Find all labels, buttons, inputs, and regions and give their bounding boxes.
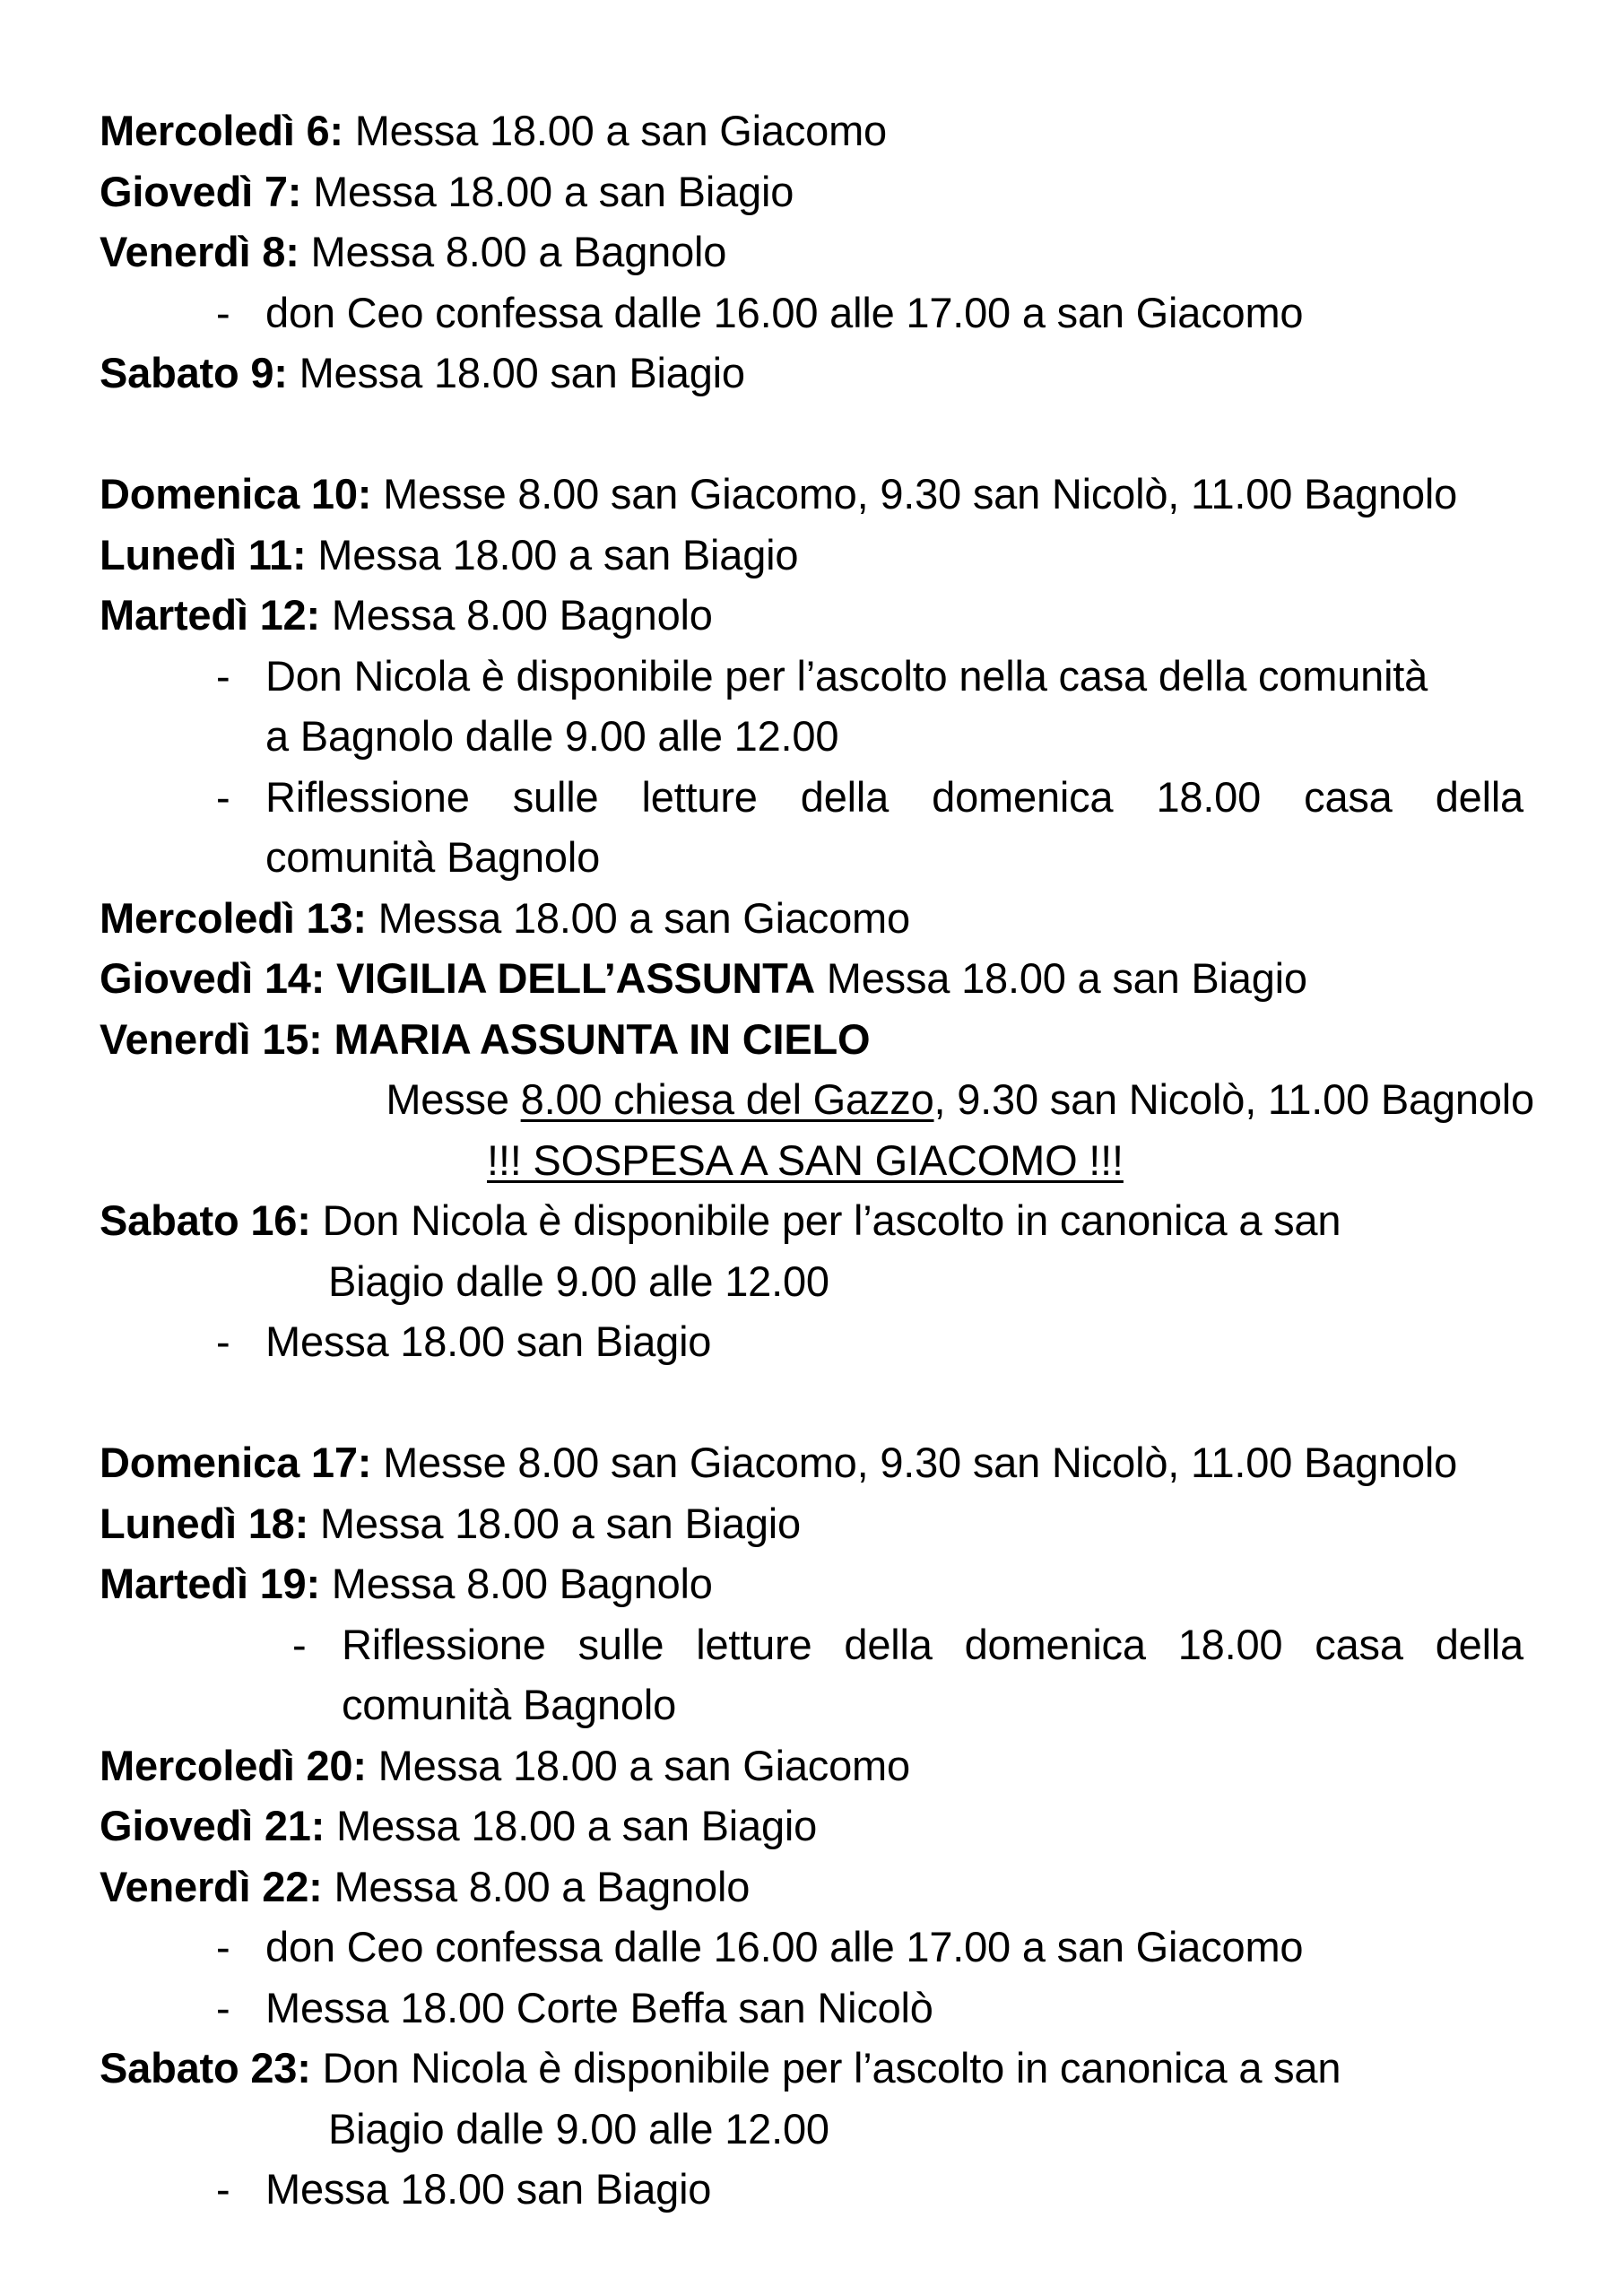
- entry-text: Messe 8.00 san Giacomo, 9.30 san Nicolò, 11.00 Bagnolo: [371, 470, 1458, 517]
- entry-venerdi-15: [100, 1009, 1534, 1070]
- bullet-continuation: a Bagnolo dalle 9.00 alle 12.00: [265, 712, 839, 760]
- bullet-text: Riflessione sulle letture della domenica 18.00 casa della: [265, 772, 1523, 821]
- feast-title: VIGILIA DELL’ASSUNTA: [325, 954, 815, 1002]
- bullet-item: [100, 283, 1534, 344]
- entry-domenica-17: [100, 1432, 1534, 1493]
- day-label: Mercoledì 6:: [100, 107, 343, 154]
- entry-continuation: Biagio dalle 9.00 alle 12.00: [328, 2104, 829, 2152]
- entry-text: Messa 18.00 a san Biagio: [301, 167, 794, 215]
- bullet-item: [100, 1978, 1534, 2039]
- bullet-text: don Ceo confessa dalle 16.00 alle 17.00 a san Giacomo: [265, 1923, 1304, 1970]
- entry-martedi-12: [100, 585, 1534, 646]
- bullet-dash: -: [216, 1318, 230, 1365]
- day-label: Mercoledì 13:: [100, 893, 367, 942]
- day-label: Sabato 16:: [100, 1196, 311, 1244]
- blank-line: [100, 404, 1534, 465]
- day-label: Martedì 19:: [100, 1560, 320, 1607]
- entry-venerdi-22: [100, 1857, 1534, 1918]
- day-label: Domenica 17:: [100, 1439, 372, 1486]
- entry-text: Messa 8.00 Bagnolo: [319, 1560, 713, 1607]
- blank-line: [100, 1372, 1534, 1433]
- bullet-dash: -: [216, 288, 230, 336]
- entry-text: Messa 18.00 a san Biagio: [814, 954, 1307, 1002]
- bullet-dash: -: [216, 651, 230, 700]
- entry-domenica-10: [100, 464, 1534, 525]
- masses-prefix: Messe: [386, 1075, 521, 1123]
- day-label: Lunedì 18:: [100, 1499, 309, 1547]
- feast-title: MARIA ASSUNTA IN CIELO: [322, 1014, 871, 1063]
- entry-giovedi-7: [100, 161, 1534, 222]
- schedule-document: [100, 100, 1534, 2220]
- bullet-text: Messa 18.00 san Biagio: [265, 2165, 712, 2213]
- notice-text: !!! SOSPESA A SAN GIACOMO !!!: [487, 1135, 1124, 1184]
- entry-text: Messa 18.00 a san Giacomo: [366, 893, 910, 942]
- entry-text: Messa 8.00 a Bagnolo: [299, 228, 727, 275]
- entry-lunedi-18: [100, 1493, 1534, 1554]
- entry-giovedi-21: [100, 1796, 1534, 1857]
- bullet-continuation: comunità Bagnolo: [265, 833, 601, 881]
- entry-giovedi-14: [100, 948, 1534, 1009]
- entry-text: Messa 8.00 a Bagnolo: [322, 1862, 751, 1910]
- entry-mercoledi-20: [100, 1735, 1534, 1796]
- entry-lunedi-11: [100, 525, 1534, 586]
- bullet-dash: -: [216, 1923, 230, 1970]
- feast-masses-line: [100, 1069, 1534, 1130]
- entry-text: Messa 18.00 a san Biagio: [308, 1499, 801, 1547]
- entry-text: Messa 18.00 san Biagio: [287, 349, 745, 396]
- bullet-dash: -: [216, 2165, 230, 2213]
- day-label: Sabato 23:: [100, 2044, 311, 2092]
- bullet-continuation: comunità Bagnolo: [342, 1681, 677, 1728]
- day-label: Giovedì 21:: [100, 1802, 325, 1849]
- day-label: Domenica 10:: [100, 470, 372, 517]
- entry-martedi-19: [100, 1553, 1534, 1614]
- bullet-text: Messa 18.00 Corte Beffa san Nicolò: [265, 1983, 933, 2031]
- bullet-item: [100, 2159, 1534, 2220]
- day-label: Venerdì 15:: [100, 1014, 323, 1063]
- entry-text: Don Nicola è disponibile per l’ascolto in canonica a san: [310, 1196, 1341, 1244]
- entry-text: Don Nicola è disponibile per l’ascolto in canonica a san: [310, 2044, 1341, 2092]
- bullet-item: [100, 1614, 1534, 1675]
- entry-text: Messa 18.00 a san Giacomo: [366, 1741, 910, 1789]
- bullet-text: Messa 18.00 san Biagio: [265, 1318, 712, 1365]
- gazzo-mass-underlined: 8.00 chiesa del Gazzo: [520, 1075, 934, 1123]
- entry-sabato-23: [100, 2038, 1534, 2099]
- bullet-dash: -: [216, 1983, 230, 2031]
- bullet-dash: -: [216, 772, 230, 821]
- bullet-item: [100, 1917, 1534, 1978]
- day-label: Venerdì 8:: [100, 228, 299, 275]
- bullet-item: [100, 767, 1534, 828]
- bullet-item: [100, 646, 1534, 707]
- day-label: Sabato 9:: [100, 349, 288, 396]
- day-label: Mercoledì 20:: [100, 1741, 367, 1789]
- bullet-text: don Ceo confessa dalle 16.00 alle 17.00 a san Giacomo: [265, 288, 1304, 336]
- bullet-dash: -: [292, 1620, 307, 1668]
- entry-venerdi-8: [100, 222, 1534, 283]
- suspension-notice: [100, 1130, 1534, 1191]
- bullet-item: [100, 1311, 1534, 1372]
- entry-text: Messa 8.00 Bagnolo: [319, 591, 713, 639]
- entry-sabato-16: [100, 1190, 1534, 1251]
- entry-text: Messa 18.00 a san Giacomo: [343, 107, 887, 154]
- entry-mercoledi-13: [100, 888, 1534, 949]
- entry-mercoledi-6: [100, 100, 1534, 161]
- entry-sabato-9: [100, 343, 1534, 404]
- day-label: Martedì 12:: [100, 591, 320, 639]
- day-label: Giovedì 7:: [100, 167, 302, 215]
- masses-rest: , 9.30 san Nicolò, 11.00 Bagnolo: [933, 1075, 1534, 1123]
- bullet-text: Don Nicola è disponibile per l’ascolto nella casa della comunità: [265, 651, 1428, 700]
- entry-text: Messe 8.00 san Giacomo, 9.30 san Nicolò, 11.00 Bagnolo: [371, 1439, 1458, 1486]
- entry-continuation: Biagio dalle 9.00 alle 12.00: [328, 1257, 829, 1305]
- entry-text: Messa 18.00 a san Biagio: [306, 530, 799, 578]
- day-label: Giovedì 14:: [100, 954, 325, 1002]
- entry-text: Messa 18.00 a san Biagio: [325, 1802, 818, 1849]
- day-label: Lunedì 11:: [100, 530, 307, 578]
- bullet-text: Riflessione sulle letture della domenica 18.00 casa della: [342, 1620, 1523, 1668]
- day-label: Venerdì 22:: [100, 1862, 323, 1910]
